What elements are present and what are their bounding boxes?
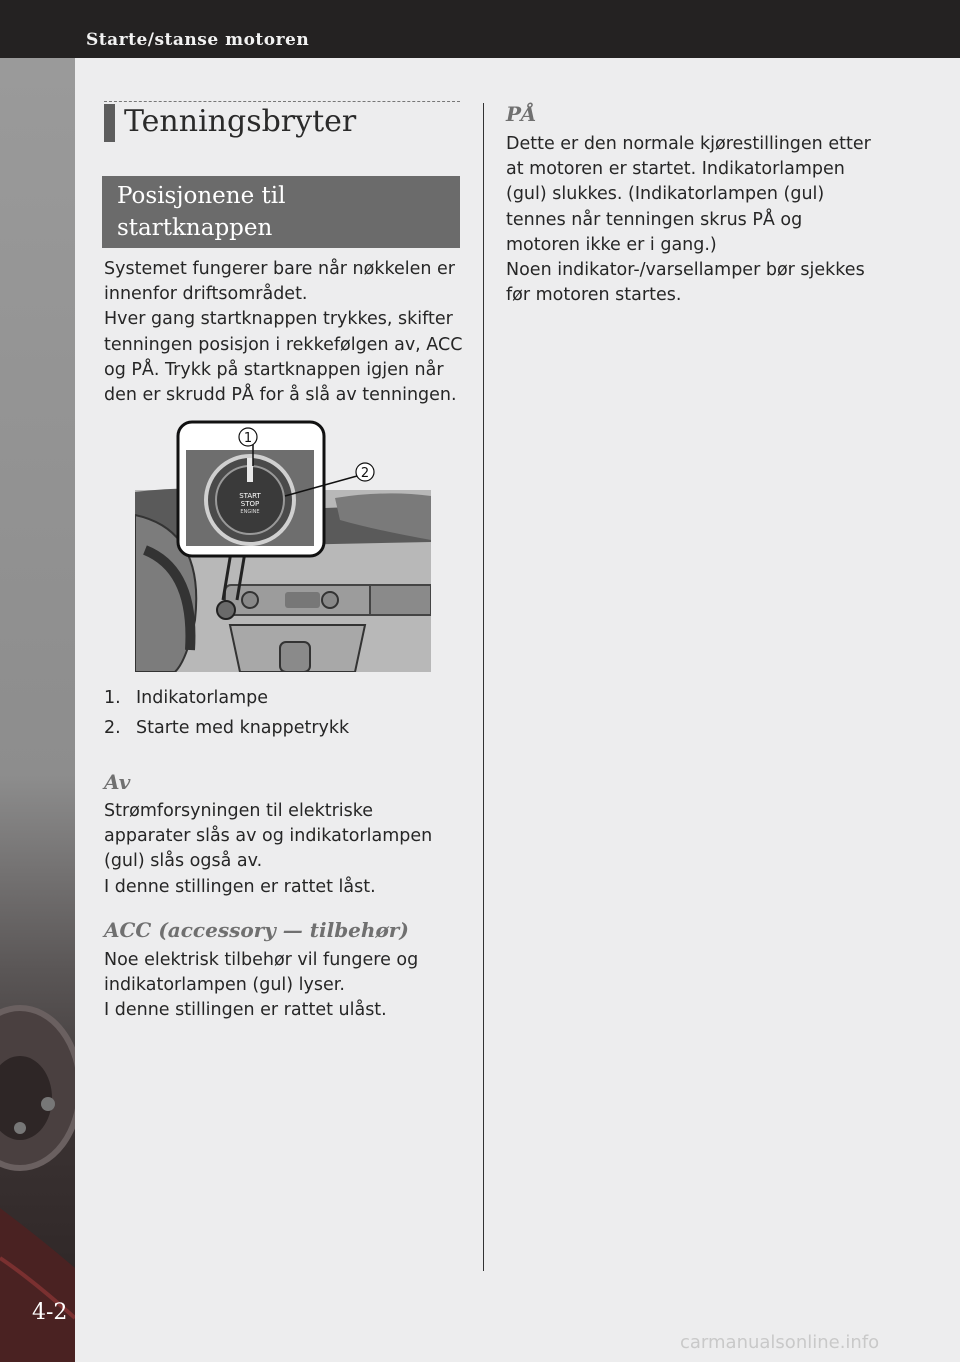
legend-label: Indikatorlampe bbox=[136, 688, 269, 708]
dashboard-illustration bbox=[135, 420, 431, 672]
section-title: Starte/stanse motoren bbox=[86, 30, 310, 50]
column-divider bbox=[483, 103, 484, 1271]
legend-item bbox=[104, 713, 349, 743]
button-label-engine: ENGINE bbox=[240, 509, 260, 515]
legend-number: 2. bbox=[104, 718, 121, 738]
section-line: Noe elektrisk tilbehør vil fungere og indikatorlampen (gul) lyser. bbox=[104, 950, 419, 996]
intro-text bbox=[104, 257, 469, 408]
section-body-pa bbox=[506, 132, 876, 308]
legend-label: Starte med knappetrykk bbox=[136, 718, 350, 738]
intro-line: Systemet fungerer bare når nøkkelen er innenfor driftsområdet. bbox=[104, 259, 455, 305]
start-button-figure bbox=[135, 420, 431, 672]
section-title-av: Av bbox=[104, 770, 131, 794]
legend-number: 1. bbox=[104, 688, 121, 708]
page-number: 4-2 bbox=[32, 1300, 68, 1325]
intro-line: Hver gang startknappen trykkes, skifter tenningen posisjon i rekkefølgen av, ACC og PÅ. Trykk på startknappen igjen når den er skrudd PÅ for å slå av tenningen. bbox=[104, 309, 463, 406]
section-line: Dette er den normale kjørestillingen etter at motoren er startet. Indikatorlampen (gul) slukkes. (Indikatorlampen (gul) tennes når tenningen skrus PÅ og motoren ikke er i gang.) bbox=[506, 134, 871, 255]
heading-dashed-rule bbox=[104, 101, 460, 102]
heading-marker bbox=[104, 104, 115, 142]
page-heading: Tenningsbryter bbox=[124, 104, 357, 139]
figure-legend bbox=[104, 683, 349, 743]
button-label-stop: STOP bbox=[240, 500, 260, 508]
section-body-av bbox=[104, 799, 464, 900]
section-title-pa: PÅ bbox=[506, 102, 537, 126]
section-line: I denne stillingen er rattet ulåst. bbox=[104, 1000, 387, 1021]
section-line: I denne stillingen er rattet låst. bbox=[104, 876, 376, 897]
callout-1: 1 bbox=[243, 431, 253, 446]
section-line: Strømforsyningen til elektriske apparater slås av og indikatorlampen (gul) slås også av. bbox=[104, 801, 433, 872]
button-label-start: START bbox=[239, 492, 261, 500]
section-line: Noen indikator-/varsellamper bør sjekkes før motoren startes. bbox=[506, 260, 865, 306]
subheading-box bbox=[102, 176, 460, 248]
subheading: Posisjonene til startknappen bbox=[117, 183, 286, 241]
legend-item bbox=[104, 683, 349, 713]
start-button-location bbox=[217, 601, 235, 619]
header-bar bbox=[0, 0, 960, 58]
sidebar-photo-strip bbox=[0, 58, 75, 1362]
steering-wheel-photo bbox=[0, 58, 75, 1362]
section-body-acc bbox=[104, 948, 464, 1024]
section-title-acc: ACC (accessory — tilbehør) bbox=[104, 918, 409, 942]
watermark: carmanualsonline.info bbox=[680, 1332, 880, 1353]
callout-2: 2 bbox=[360, 466, 370, 481]
